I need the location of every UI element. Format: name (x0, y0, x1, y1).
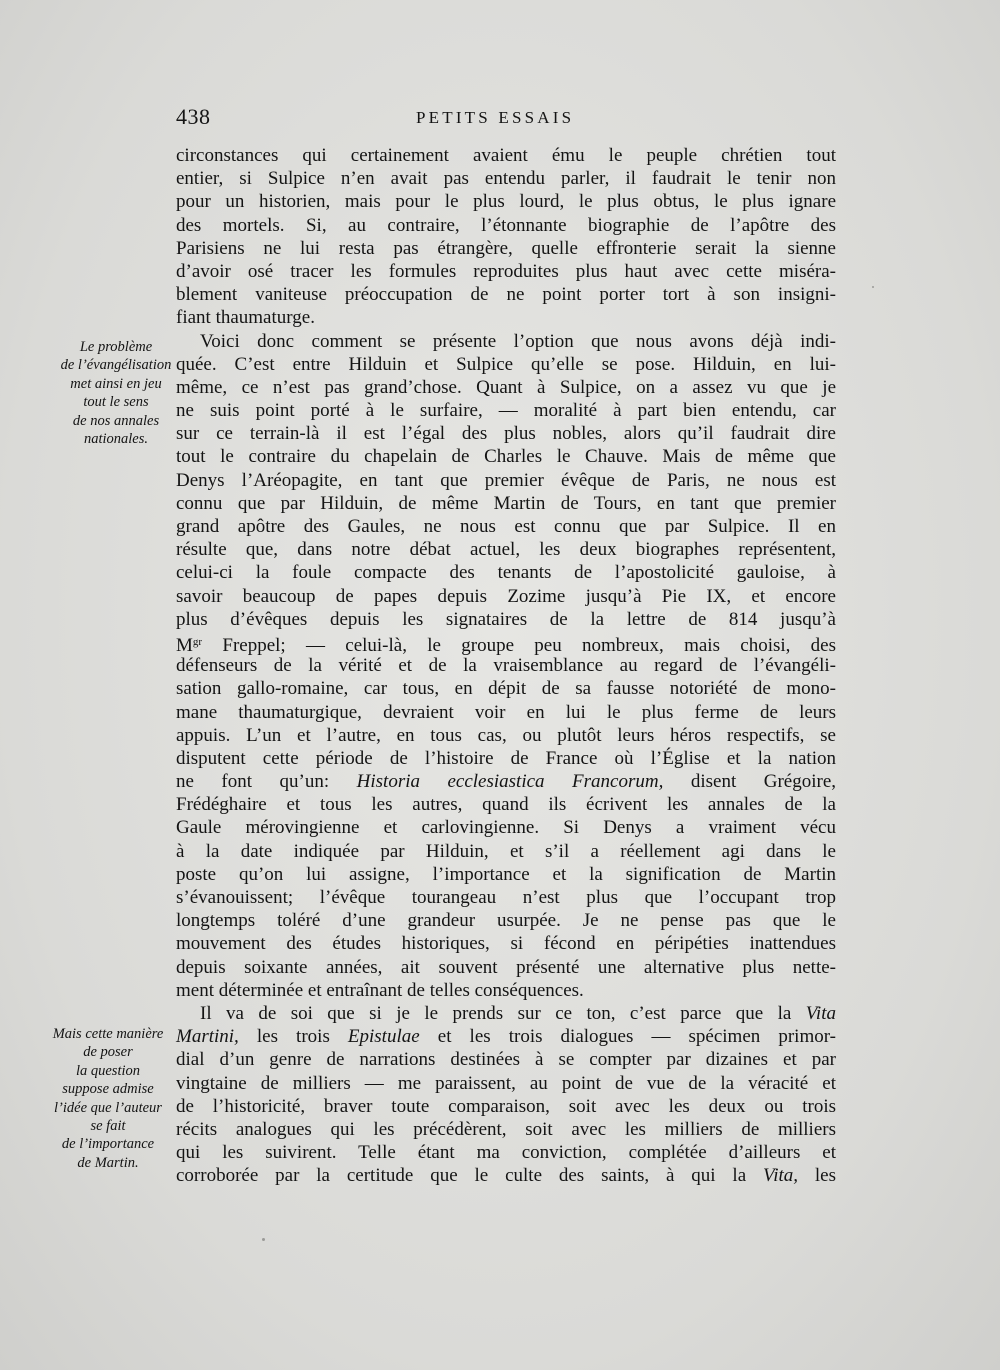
paper-speck (262, 1238, 265, 1241)
text-line: ment déterminée et entraînant de telles conséquences. (176, 979, 584, 1001)
text-line: à la date indiquée par Hilduin, et s’il a réellement agi dans le (176, 840, 836, 862)
margin-note-line: se fait (90, 1118, 126, 1135)
text-line: défenseurs de la vérité et de la vraisemblance au regard de l’évangéli- (176, 655, 836, 677)
text-line: Denys l’Aréopagite, en tant que premier évêque de Paris, ne nous est (176, 469, 836, 491)
epistulae-title: Epistulae (347, 1026, 420, 1048)
text-line-mgr (176, 631, 836, 654)
margin-note-line: met ainsi en jeu (70, 375, 162, 392)
text-line: de l’historicité, braver toute comparaison, soit avec les deux ou trois (176, 1095, 836, 1117)
text-line: celui-ci la foule compacte des tenants de l’apostolicité gauloise, à (176, 562, 836, 584)
margin-note-line: nationales. (83, 431, 149, 448)
text-line-end: et les trois dialogues — spécimen primor- (419, 1026, 836, 1048)
text-line: vingtaine de milliers — me paraissent, au point de vue de la véracité et (176, 1072, 836, 1094)
body-text (176, 144, 836, 1187)
margin-note-line: Le problème (79, 339, 153, 355)
text-line: appuis. L’un et l’autre, en tous cas, ou plutôt leurs héros respectifs, se (176, 724, 836, 746)
text-line: Frédéghaire et tous les autres, quand ils écrivent les annales de la (176, 794, 836, 816)
text-line: mouvement des études historiques, si fécond en péripéties inattendues (176, 933, 836, 955)
vita-title: Vita (805, 1002, 836, 1024)
martini-title: Martini, (176, 1026, 239, 1048)
text-line: tout le contraire du chapelain de Charles le Chauve. Mais de même que (176, 446, 836, 468)
margin-note-line: tout le sens (83, 394, 149, 411)
text-line-end: disent Grégoire, (663, 771, 837, 793)
page-header (176, 104, 836, 134)
mgr-text (202, 635, 222, 656)
margin-note-line: Mais cette manière (52, 1026, 164, 1042)
text-line: sation gallo-romaine, car tous, en dépit de sa fausse notoriété de mono- (176, 678, 836, 700)
text-line: blement vaniteuse préoccupation de ne point porter tort à son insigni- (176, 284, 836, 306)
text-line: fiant thaumaturge. (176, 307, 315, 329)
text-line-martini (176, 1025, 836, 1048)
margin-note-line: la question (75, 1062, 141, 1079)
text-line-mid: les trois (238, 1026, 348, 1048)
text-line: grand apôtre des Gaules, ne nous est connu que par Sulpice. Il en (176, 516, 836, 537)
text-line: poste qu’on lui assigne, l’importance et la signification de Martin (176, 863, 836, 885)
margin-note-importance-martin (48, 1025, 168, 1172)
mgr-superscript: gr (192, 635, 203, 648)
text-line: Voici donc comment se présente l’option que nous avons déjà indi- (200, 330, 836, 352)
text-line: longtemps toléré d’une grandeur usurpée. Je ne pense pas que le (176, 910, 836, 932)
text-line: dial d’un genre de narrations destinées à se compter par dizaines et par (176, 1049, 836, 1071)
margin-note-line: de Martin. (77, 1154, 139, 1171)
margin-note-line: suppose admise (62, 1081, 154, 1098)
margin-note-line: de l’évangélisation (60, 357, 172, 374)
text-line: même, ce n’est pas grand’chose. Quant à Sulpice, on a assez vu que je (176, 376, 836, 398)
text-line: Gaule mérovingienne et carlovingienne. Si Denys a vraiment vécu (176, 817, 836, 839)
page-number: 438 (176, 104, 211, 129)
text-line: sur ce terrain-là il est l’égal des plus nobles, alors qu’il faudrait dire (176, 423, 836, 445)
mgr-abbrev: M (176, 634, 193, 656)
text-line: mane thaumaturgique, devraient voir en lui le plus ferme de leurs (176, 701, 836, 723)
text-line: résulte que, dans notre débat actuel, les deux biographes représentent, (176, 539, 836, 561)
text-line-vita-final (176, 1164, 836, 1187)
text-line: récits analogues qui les précédèrent, soit avec les milliers de milliers (176, 1118, 836, 1140)
text-line-space (798, 1165, 815, 1186)
text-line: ne suis point porté à le surfaire, — moralité à part bien entendu, car (176, 400, 836, 422)
paper-speck (872, 286, 874, 288)
text-line: depuis soixante années, ait souvent présenté une alternative plus nette- (176, 956, 836, 978)
text-line: quée. C’est entre Hilduin et Sulpice qu’elle se pose. Hilduin, en lui- (176, 353, 836, 375)
text-line-start: ne font qu’un: (176, 771, 357, 793)
text-line: connu que par Hilduin, de même Martin de Tours, en tant que premier (176, 492, 836, 514)
text-line: Parisiens ne lui resta pas étrangère, quelle effronterie serait la sienne (176, 237, 836, 259)
text-line: circonstances qui certainement avaient ému le peuple chrétien tout (176, 145, 836, 166)
margin-note-line: l’idée que l’auteur (54, 1099, 162, 1116)
running-head: PETITS ESSAIS (416, 108, 575, 127)
text-line: disputent cette période de l’histoire de France où l’Église et la nation (176, 747, 836, 769)
margin-note-line: de poser (83, 1044, 133, 1061)
margin-note-line: de l’importance (61, 1136, 155, 1153)
margin-note-line: de nos annales (72, 412, 160, 429)
text-line-rest: Freppel; — celui-là, le groupe peu nombreux, mais choisi, des (222, 634, 837, 656)
historia-title: Historia ecclesiastica Francorum, (356, 771, 664, 793)
text-line-start: corroborée par la certitude que le culte des saints, à qui la (176, 1165, 763, 1187)
text-line: plus d’évêques depuis les signataires de la lettre de 814 jusqu’à (176, 608, 836, 630)
text-line: pour un historien, mais pour le plus lourd, le plus obtus, le plus ignare (176, 191, 836, 213)
text-line: savoir beaucoup de papes depuis Zozime jusqu’à Pie IX, et encore (176, 585, 836, 607)
margin-note-evangelisation (56, 338, 176, 448)
text-line: des mortels. Si, au contraire, l’étonnante biographie de l’apôtre des (176, 214, 836, 236)
text-line: s’évanouissent; l’évêque tourangeau n’est plus que l’occupant trop (176, 887, 836, 908)
text-line: qui les suivirent. Telle étant ma conviction, complétée d’ailleurs et (176, 1142, 836, 1164)
text-line: entier, si Sulpice n’en avait pas entendu parler, il faudrait le tenir non (176, 168, 836, 190)
text-line-start: Il va de soi que si je le prends sur ce ton, c’est parce que la (200, 1002, 806, 1024)
text-line: d’avoir osé tracer les formules reproduites plus haut avec cette miséra- (176, 260, 836, 282)
text-line-vita (176, 1002, 836, 1025)
text-line-historia (176, 770, 836, 793)
vita-title-2: Vita, (763, 1165, 799, 1187)
text-line-end: les (814, 1165, 836, 1187)
